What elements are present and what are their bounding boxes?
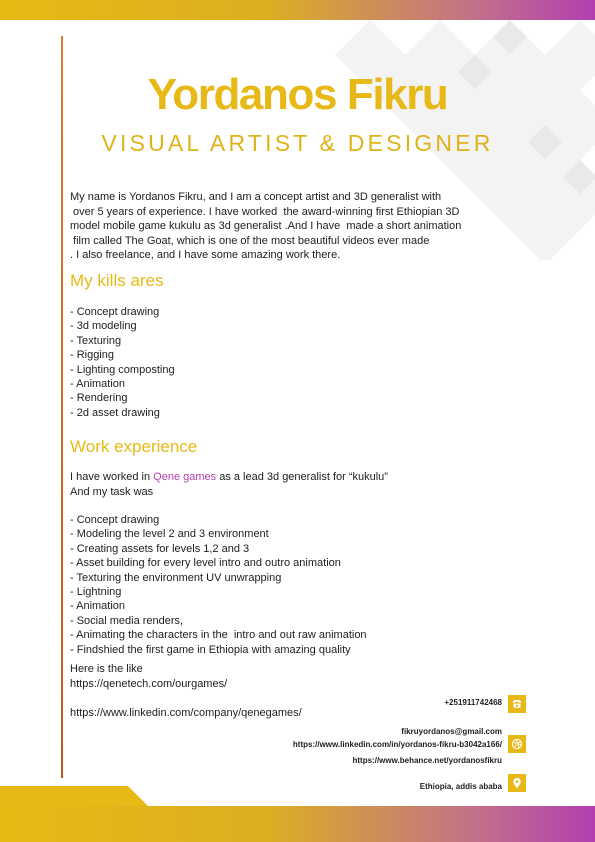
skill-item: - Concept drawing (70, 306, 160, 318)
skills-heading: My kills ares (70, 271, 164, 290)
intro-line: over 5 years of experience. I have worked the award-winning first Ethiopian 3D (70, 205, 460, 218)
linkedin-profile-link[interactable]: https://www.linkedin.com/in/yordanos-fikru-b3042a166/ (292, 740, 502, 749)
work-experience-heading: Work experience (70, 437, 198, 456)
top-gradient-bar (0, 0, 595, 20)
work-tasks-list (70, 513, 367, 657)
phone-icon (508, 695, 526, 713)
bottom-left-accent (0, 786, 150, 808)
skill-item: - Animation (70, 378, 126, 391)
task-item: - Lightning (70, 586, 122, 599)
work-intro-suffix: as a lead 3d generalist for “kukulu” (216, 471, 388, 483)
intro-line: model mobile game kukulu as 3d generalist .And I have made a short animation (70, 220, 462, 232)
page-title-name: Yordanos Fikru (147, 70, 448, 119)
behance-link[interactable]: https://www.behance.net/yordanosfikru (352, 756, 502, 765)
skill-item: - Rendering (70, 392, 128, 405)
work-intro-prefix: I have worked in (70, 471, 154, 483)
task-item: - Creating assets for levels 1,2 and 3 (70, 542, 250, 555)
task-item: - Modeling the level 2 and 3 environment (70, 528, 269, 541)
intro-line: . I also freelance, and I have some amazing work there. (70, 249, 341, 261)
skill-item: - Texturing (70, 334, 122, 347)
task-item: - Findshied the first game in Ethiopia with amazing quality (70, 643, 351, 656)
phone-number: +251911742468 (444, 698, 502, 707)
task-item: - Social media renders, (70, 614, 184, 627)
work-task-intro: And my task was (70, 485, 154, 498)
skill-item: - 3d modeling (70, 320, 137, 333)
task-item: - Asset building for every level intro and outro animation (70, 557, 341, 570)
work-intro-line (70, 470, 388, 484)
job-title-text: VISUAL ARTIST & DESIGNER (101, 130, 494, 156)
linkedin-company-link[interactable]: https://www.linkedin.com/company/qenegames/ (70, 707, 302, 719)
task-item: - Texturing the environment UV unwrapping (70, 571, 282, 584)
company-link[interactable]: Qene games (153, 471, 217, 483)
skill-item: - 2d asset drawing (70, 406, 160, 419)
task-item: - Animation (70, 600, 126, 613)
intro-line: film called The Goat, which is one of the most beautiful videos ever made (70, 234, 430, 247)
qenetech-games-link[interactable]: https://qenetech.com/ourgames/ (70, 677, 228, 690)
job-title (0, 130, 595, 157)
location-text: Ethiopia, addis ababa (419, 782, 502, 791)
email-link[interactable]: fikruyordanos@gmail.com (401, 727, 502, 736)
bottom-gradient-bar (0, 806, 595, 842)
task-item: - Concept drawing (70, 514, 160, 526)
intro-line: My name is Yordanos Fikru, and I am a concept artist and 3D generalist with (70, 191, 442, 203)
location-pin-icon (508, 774, 526, 792)
skills-list (70, 305, 175, 420)
skill-item: - Lighting composting (70, 363, 175, 376)
link-label: Here is the like (70, 663, 143, 675)
task-item: - Animating the characters in the intro and out raw animation (70, 629, 367, 642)
dribbble-icon (508, 735, 526, 753)
skill-item: - Rigging (70, 349, 115, 362)
